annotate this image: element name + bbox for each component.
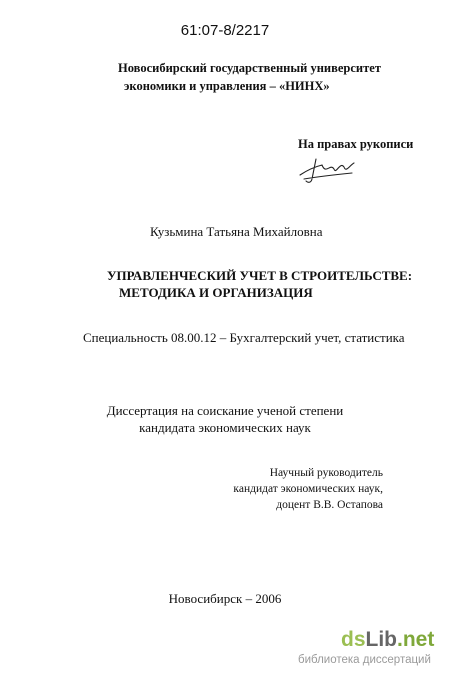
logo-part-net: .net bbox=[397, 628, 435, 651]
watermark-subtitle: библиотека диссертаций bbox=[298, 654, 431, 666]
manuscript-rights-label: На правах рукописи bbox=[298, 137, 414, 151]
specialty-line: Специальность 08.00.12 – Бухгалтерский учет, статистика bbox=[83, 330, 405, 345]
scientific-advisor bbox=[233, 465, 383, 513]
advisor-line-1: Научный руководитель bbox=[269, 467, 383, 479]
degree-line-2: кандидата экономических наук bbox=[139, 420, 311, 435]
advisor-line-3: доцент В.В. Остапова bbox=[276, 499, 383, 511]
registry-code: 61:07-8/2217 bbox=[180, 22, 270, 39]
place-and-year: Новосибирск – 2006 bbox=[168, 591, 282, 606]
dissertation-title bbox=[107, 267, 412, 301]
advisor-line-2: кандидат экономических наук, bbox=[233, 483, 383, 495]
logo-part-lib: Lib bbox=[365, 628, 398, 651]
title-line-2: МЕТОДИКА И ОРГАНИЗАЦИЯ bbox=[119, 285, 313, 300]
degree-statement bbox=[0, 402, 450, 436]
title-line-1: УПРАВЛЕНЧЕСКИЙ УЧЕТ В СТРОИТЕЛЬСТВЕ: bbox=[107, 268, 413, 283]
degree-line-1: Диссертация на соискание ученой степени bbox=[106, 403, 344, 418]
logo-part-ds: ds bbox=[341, 628, 366, 651]
university-line-2: экономики и управления – «НИНХ» bbox=[124, 79, 330, 93]
university-line-1: Новосибирский государственный университет bbox=[118, 61, 381, 75]
dslib-logo[interactable] bbox=[341, 627, 441, 653]
university-name bbox=[118, 59, 381, 95]
handwritten-signature bbox=[296, 153, 358, 187]
author-name: Кузьмина Татьяна Михайловна bbox=[150, 224, 323, 239]
